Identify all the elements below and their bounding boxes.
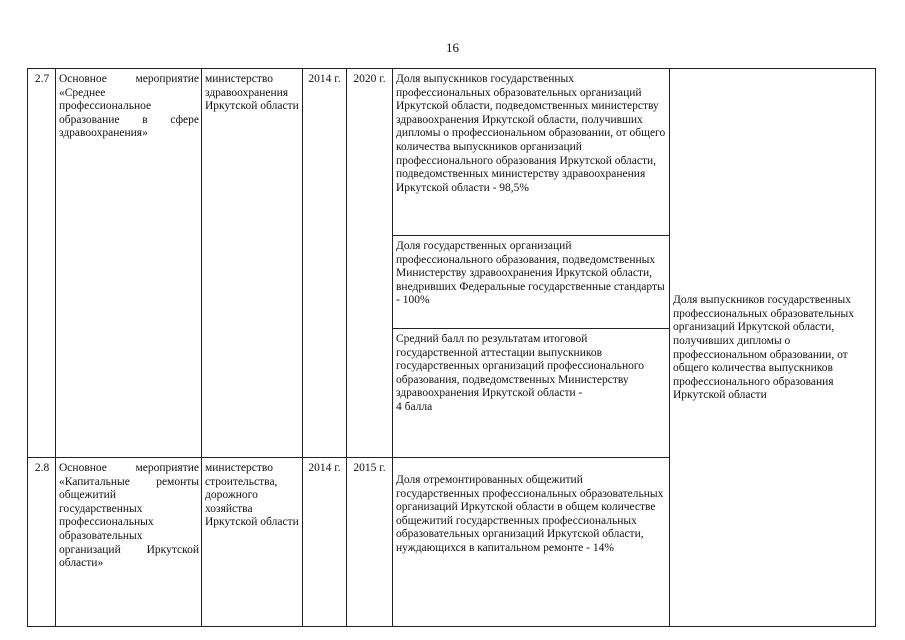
item-number: 2.7: [28, 69, 56, 458]
item-number: 2.8: [28, 458, 56, 627]
start-year: 2014 г.: [303, 458, 347, 627]
end-year: 2015 г.: [347, 458, 393, 627]
start-year: 2014 г.: [303, 69, 347, 458]
target-indicator: Доля выпускников государственных профессиональных образовательных организаций Иркутской области, получивших дипломы о профессиональном образовании, от общего количества выпускников профессионального образования Иркутской области: [670, 69, 876, 627]
table-row: [28, 69, 876, 236]
indicator-cell: [393, 69, 670, 236]
activity-name: Основное мероприятие «Среднее профессиональное образование в сфере здравоохранения»: [56, 69, 202, 458]
indicator-cell: [393, 329, 670, 458]
indicator-cell: [393, 236, 670, 329]
executor: министерство здравоохранения Иркутской области: [202, 69, 303, 458]
indicator-text: Доля отремонтированных общежитий государственных профессиональных образовательных организаций Иркутской области в общем количестве общежитий государственных профессиональных образовательных организаций Иркутской области, нуждающихся в капитальном ремонте - 14%: [396, 474, 664, 554]
indicator-text: Доля государственных организаций профессионального образования, подведомственных Министерству здравоохранения Иркутской области, внедривших Федеральные государственные стандарты - 100%: [396, 240, 665, 307]
program-table: [27, 68, 876, 627]
executor: министерство строительства, дорожного хозяйства Иркутской области: [202, 458, 303, 627]
indicator-text: Доля выпускников государственных профессиональных образовательных организаций Иркутской области, подведомственных министерству здравоохранения Иркутской области, получивших дипломы о профессиональном образовании, от общего количества выпускников организаций профессионального образования Иркутской области, подведомственных министерству здравоохранения Иркутской области - 98,5%: [396, 73, 666, 194]
indicator-text: Средний балл по результатам итоговой государственной аттестации выпускников государственных организаций профессионального образования, подведомственных Министерству здравоохранения Иркутской области - 4 балла: [396, 333, 645, 413]
end-year: 2020 г.: [347, 69, 393, 458]
activity-name: Основное мероприятие «Капитальные ремонты общежитий государственных профессиональных образовательных организаций Иркутской области»: [56, 458, 202, 627]
indicator-cell: [393, 458, 670, 627]
page-number: 16: [446, 40, 459, 55]
